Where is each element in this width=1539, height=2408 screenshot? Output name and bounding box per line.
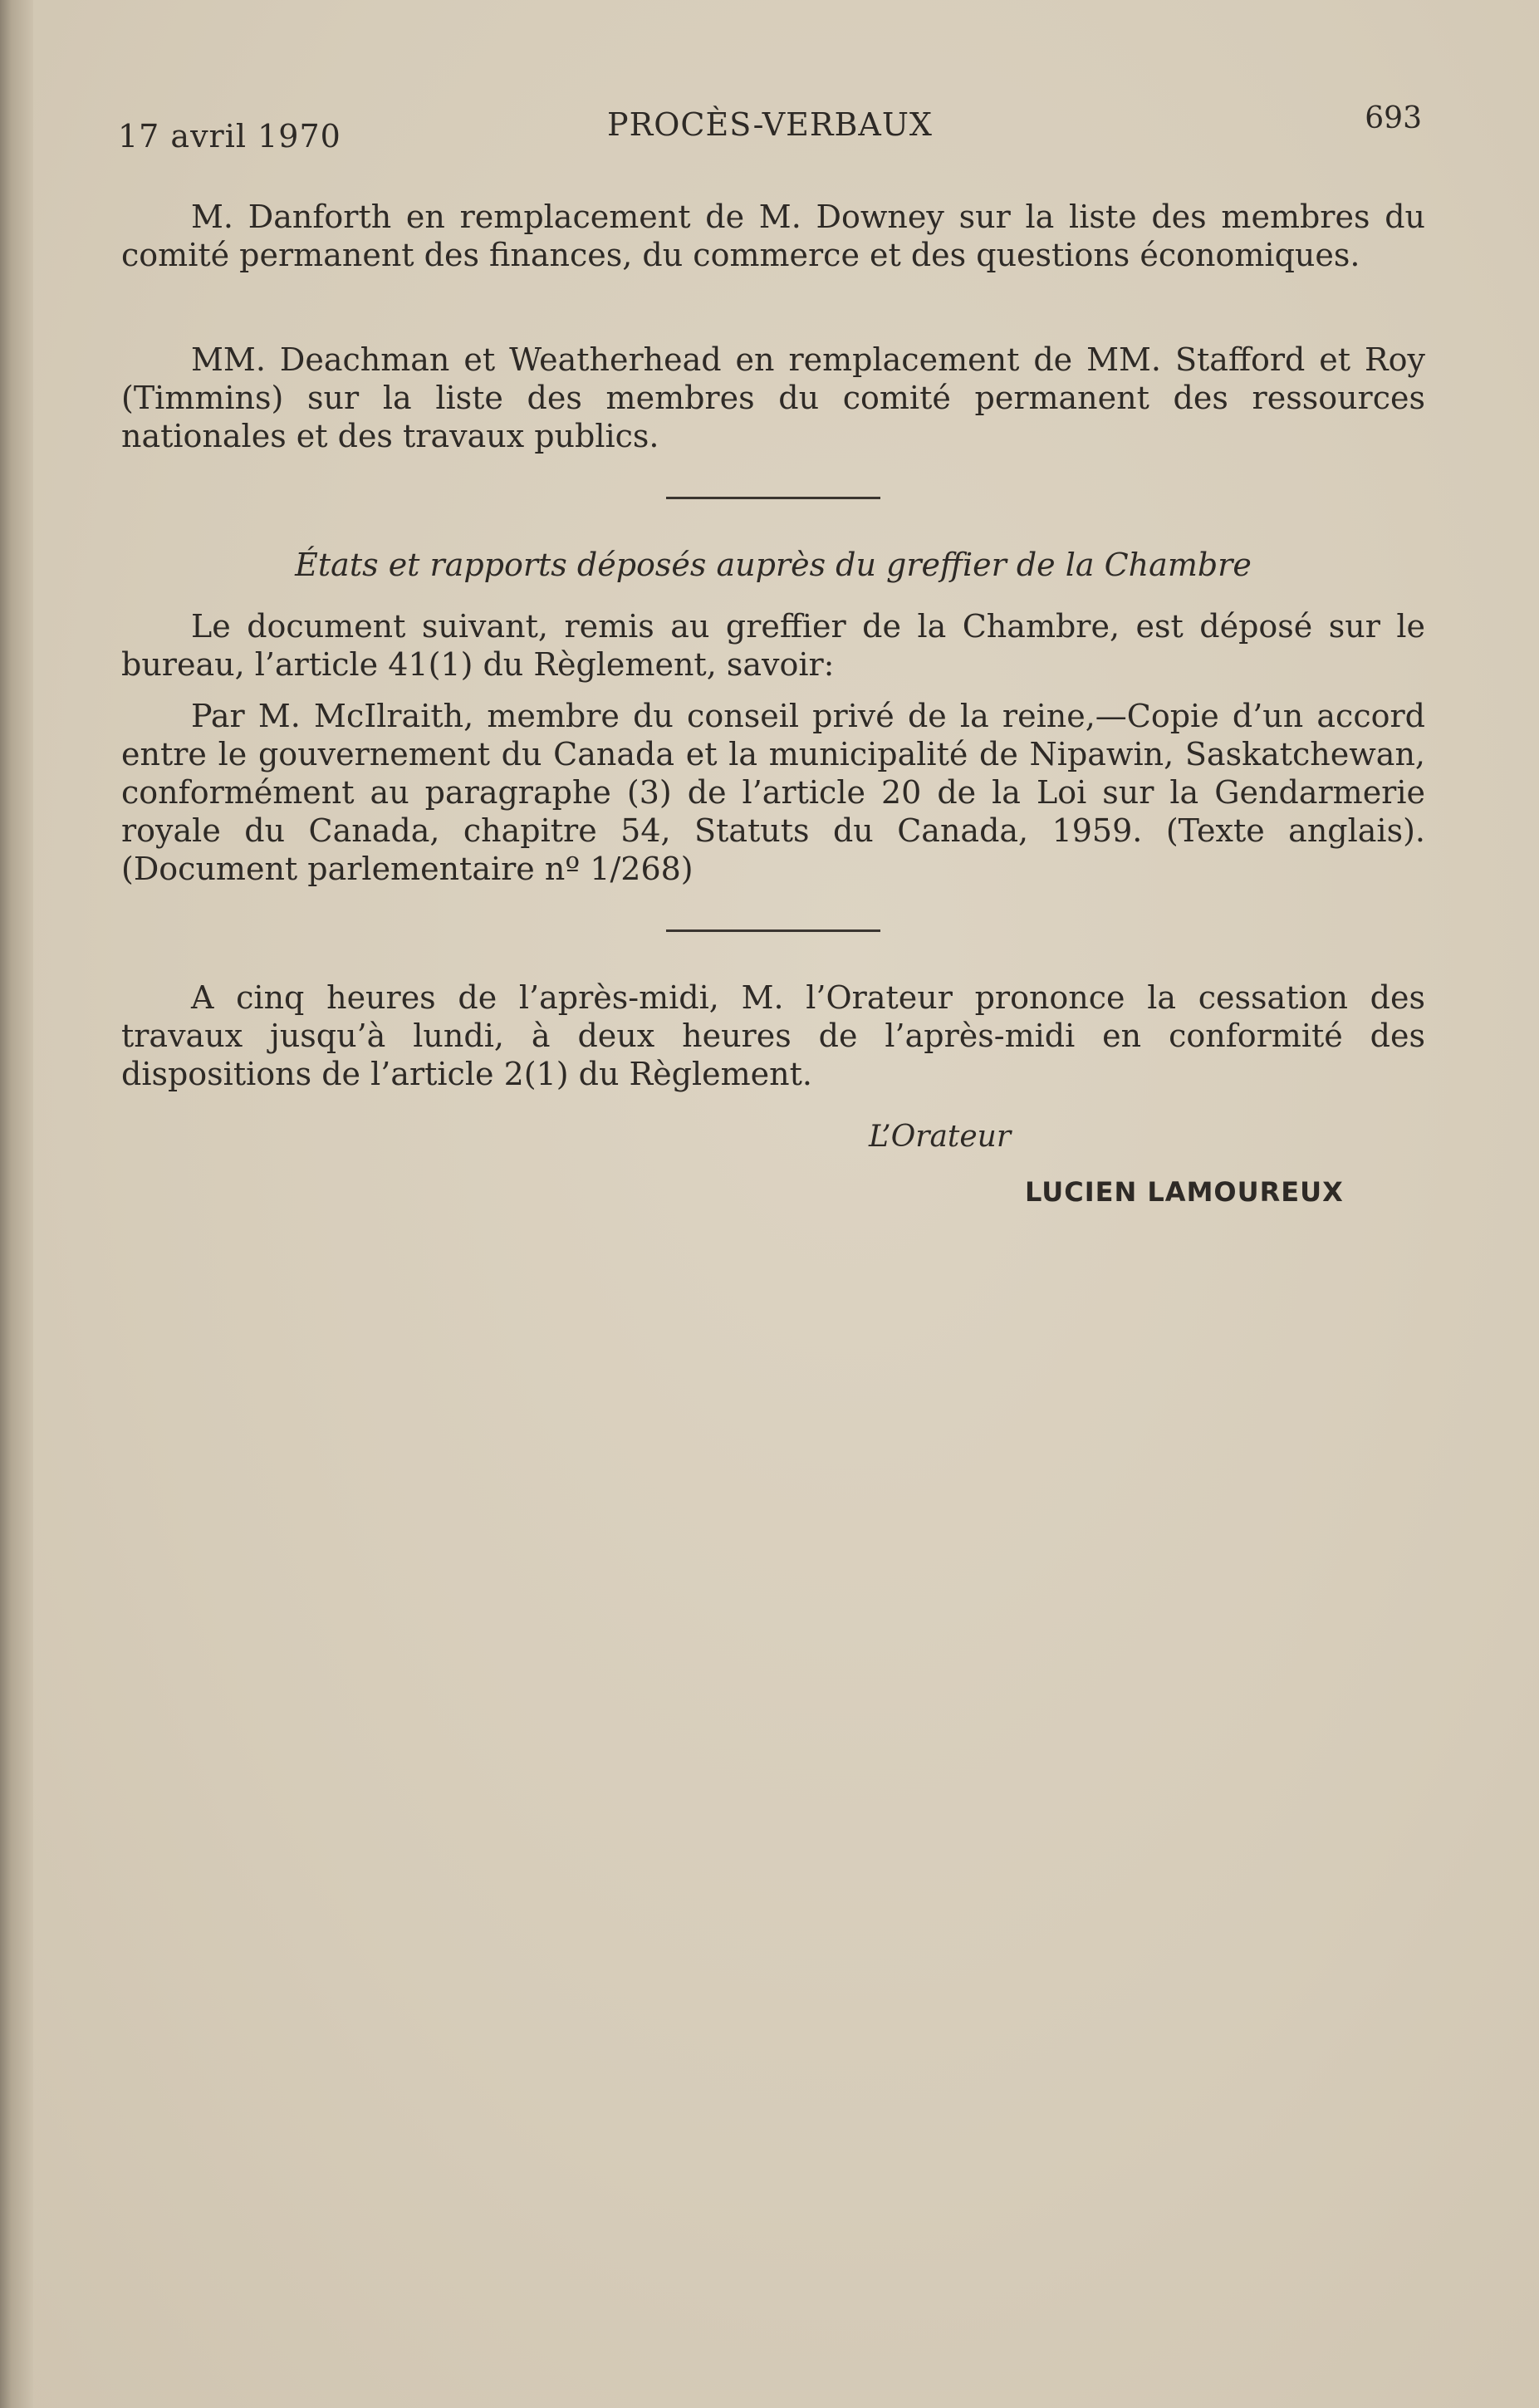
page-content: [121, 198, 1425, 1208]
signature-block: [121, 1093, 1425, 1208]
section-divider: [666, 929, 880, 932]
header-title: PROCÈS-VERBAUX: [607, 106, 933, 143]
paragraph-danforth: M. Danforth en remplacement de M. Downey sur la liste des membres du comité permanent des finances, du commerce et des questions économiques.: [121, 199, 1425, 273]
section-divider: [666, 497, 880, 499]
section-heading: États et rapports déposés auprès du greffier de la Chambre: [295, 547, 1252, 583]
page-binding-edge: [0, 0, 33, 2408]
signature-name: LUCIEN LAMOUREUX: [1025, 1176, 1344, 1208]
page-number: 693: [1365, 101, 1422, 135]
paragraph-deachman: MM. Deachman et Weatherhead en remplacement de MM. Stafford et Roy (Timmins) sur la liste des membres du comité permanent des ressources nationales et des travaux publics.: [121, 341, 1425, 454]
signature-role: L’Orateur: [869, 1120, 1012, 1154]
paragraph-adjournment: A cinq heures de l’après-midi, M. l’Orateur prononce la cessation des travaux jusqu’à lundi, à deux heures de l’après-midi en conformité des dispositions de l’article 2(1) du Règlement.: [121, 979, 1425, 1092]
paragraph-document-tabled: Le document suivant, remis au greffier de la Chambre, est déposé sur le bureau, l’article 41(1) du Règlement, savoir:: [121, 608, 1425, 683]
header-date: 17 avril 1970: [118, 118, 341, 154]
paragraph-mcilraith: Par M. McIlraith, membre du conseil privé de la reine,—Copie d’un accord entre le gouvernement du Canada et la municipalité de Nipawin, Saskatchewan, conformément au paragraphe (3) de l’article 20 de la Loi sur la Gendarmerie royale du Canada, chapitre 54, Statuts du Canada, 1959. (Texte anglais). (Document parlementaire nº 1/268): [121, 698, 1425, 887]
page-header: [118, 101, 1422, 156]
